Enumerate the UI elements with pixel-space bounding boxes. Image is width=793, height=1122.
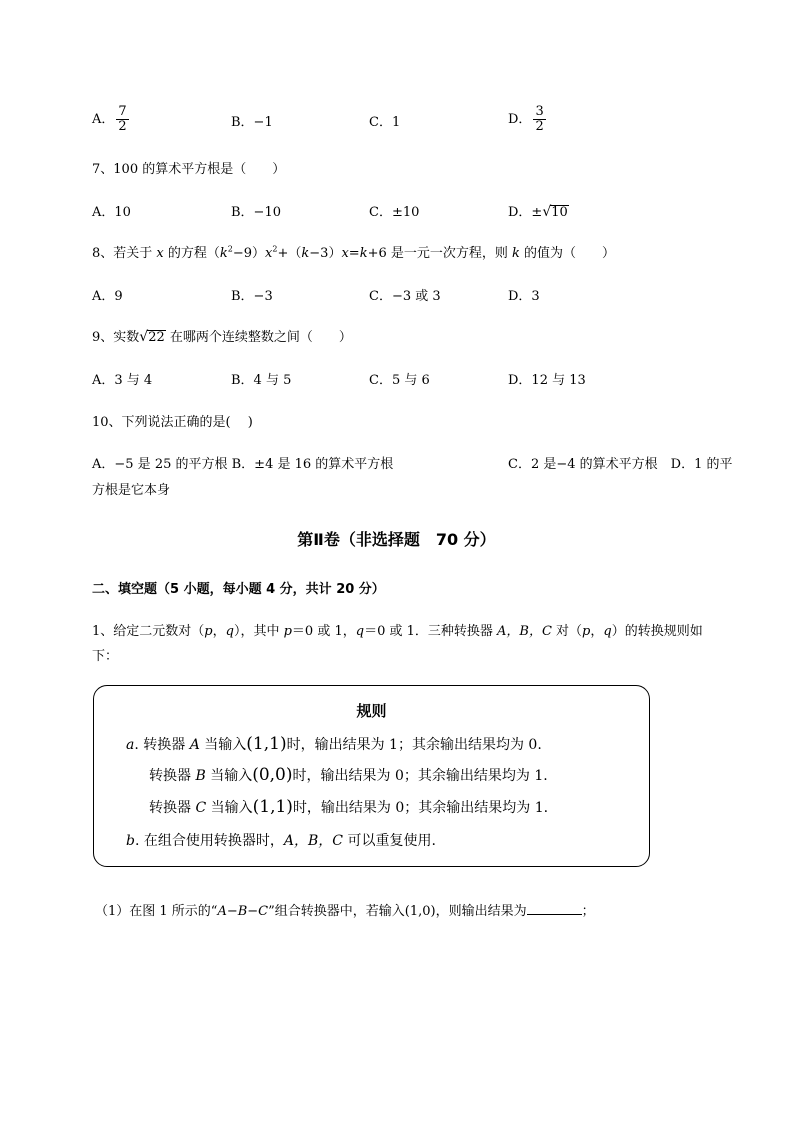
rule-a-line1: a. 转换器 A 当输入(1,1)时，输出结果为 1；其余输出结果均为 0. (126, 734, 542, 754)
q8-option-d[interactable]: D．3 (508, 289, 540, 304)
fill-q1-stem-cont: 下： (92, 649, 119, 664)
q8-option-c[interactable]: C．−3 或 3 (369, 289, 441, 304)
q7-option-b[interactable]: B．−10 (231, 205, 281, 220)
q6-option-a[interactable]: A． $\frac{7}{2}$ (92, 104, 127, 134)
q9-option-a[interactable]: A．3 与 4 (92, 373, 153, 388)
rules-box (93, 685, 650, 867)
q8-stem: 8、若关于 x 的方程$(k^2-9)x^2+(k-3)x=k+6$ 是一元一次方程，则 k 的值为（ ） (92, 244, 616, 261)
q6-options (92, 104, 752, 134)
q6-option-b[interactable]: B．−1 (231, 115, 273, 130)
q7-stem: 7、100 的算术平方根是（ ） (92, 162, 286, 177)
fraction: $\frac{3}{2}$ (535, 104, 544, 134)
q7-option-d[interactable]: D．±√10 (508, 204, 568, 220)
q10-options-ab[interactable]: A．−5 是 25 的平方根 B．±4 是 16 的算术平方根 (92, 457, 394, 472)
q9-option-d[interactable]: D．12 与 13 (508, 373, 586, 388)
q9-option-c[interactable]: C．5 与 6 (369, 373, 430, 388)
q10-stem: 10、下列说法正确的是( ) (92, 415, 253, 430)
q7-options (92, 201, 752, 225)
q10-options-cd[interactable]: C．2 是−4 的算术平方根 D．1 的平 (508, 457, 733, 472)
q8-option-a[interactable]: A．9 (92, 289, 123, 304)
q9-option-b[interactable]: B．4 与 5 (231, 373, 292, 388)
q7-option-c[interactable]: C．±10 (369, 205, 420, 220)
rule-b-line: b. 在组合使用转换器时，A，B，C 可以重复使用. (126, 833, 436, 849)
fill-q1-sub1: （1）在图 1 所示的“A−B−C”组合转换器中，若输入(1,0)，则输出结果为 ； (95, 904, 595, 919)
fill-q1-stem: 1、给定二元数对（p，q），其中 p＝0 或 1，q＝0 或 1．三种转换器 A，B，C 对（p，q）的转换规则如 (92, 624, 703, 639)
rule-a-line2: 转换器 B 当输入(0,0)时，输出结果为 0；其余输出结果均为 1. (149, 765, 548, 785)
radical-sign: √ (542, 204, 552, 220)
q9-stem: 9、实数√22 在哪两个连续整数之间（ ） (92, 329, 352, 345)
rule-a-line3: 转换器 C 当输入(1,1)时，输出结果为 0；其余输出结果均为 1. (149, 797, 549, 817)
answer-blank[interactable] (527, 902, 582, 915)
q8-options (92, 285, 752, 309)
q8-option-b[interactable]: B．−3 (231, 289, 273, 304)
q10-option-d-cont: 方根是它本身 (92, 483, 171, 498)
section-title: 第Ⅱ卷（非选择题 70 分） (297, 530, 496, 549)
q6-option-c[interactable]: C．1 (369, 115, 401, 130)
part2-heading: 二、填空题（5 小题，每小题 4 分，共计 20 分） (92, 582, 385, 597)
fraction: $\frac{7}{2}$ (118, 104, 127, 134)
q9-options (92, 369, 752, 393)
q7-option-a[interactable]: A．10 (92, 205, 131, 220)
rules-title: 规则 (356, 702, 387, 720)
q6-option-d[interactable]: D． $\frac{3}{2}$ (508, 104, 544, 134)
radical-sign: √ (139, 329, 149, 345)
